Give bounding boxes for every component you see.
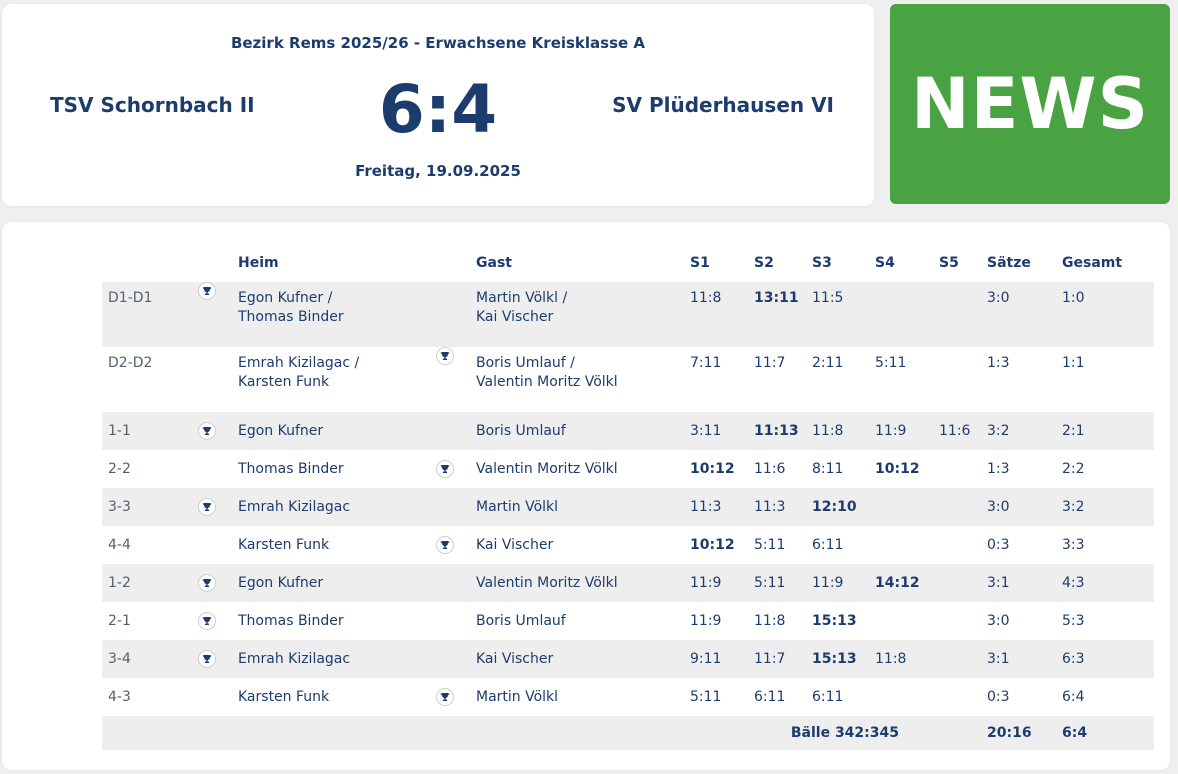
- set-s4-cell: [869, 602, 933, 640]
- table-row: [102, 602, 1154, 640]
- news-banner[interactable]: [890, 4, 1170, 204]
- set-s2-cell: 6:11: [754, 689, 786, 705]
- gesamt-cell: 6:3: [1056, 640, 1154, 678]
- away-player-name[interactable]: Valentin Moritz Völkl: [476, 461, 618, 477]
- away-player-cell: [470, 678, 684, 716]
- set-s3-cell: 11:8: [806, 412, 869, 450]
- home-player-name[interactable]: Karsten Funk: [238, 689, 330, 705]
- home-player-name[interactable]: Karsten Funk: [238, 537, 330, 553]
- set-s5-cell: 11:6: [933, 412, 981, 450]
- away-player-cell: [470, 450, 684, 488]
- home-player-cell: [232, 602, 420, 640]
- set-s2-cell: 11:8: [754, 613, 786, 629]
- home-player-name[interactable]: Egon Kufner: [238, 423, 324, 439]
- away-player-name[interactable]: Boris Umlauf: [476, 423, 566, 439]
- table-row: [102, 488, 1154, 526]
- table-header-row: [102, 244, 1154, 282]
- set-s4-cell: 11:8: [869, 640, 933, 678]
- set-s5-cell: [933, 526, 981, 564]
- totals-row: [102, 716, 1154, 750]
- saetze-cell: 3:0: [981, 488, 1056, 526]
- home-player-name[interactable]: Thomas Binder: [238, 309, 344, 325]
- set-s1-cell: 3:11: [684, 412, 748, 450]
- home-player-name[interactable]: Thomas Binder: [238, 613, 344, 629]
- away-player-cell: [470, 640, 684, 678]
- home-player-cell: [232, 450, 420, 488]
- set-s3-cell: 12:10: [806, 488, 869, 526]
- set-s1-cell: 10:12: [690, 461, 735, 477]
- trophy-icon: [198, 282, 216, 300]
- home-team-name[interactable]: TSV Schornbach II: [50, 93, 255, 117]
- away-player-name[interactable]: Valentin Moritz Völkl: [476, 374, 618, 390]
- table-row: [102, 282, 1154, 347]
- set-s4-cell: 5:11: [875, 355, 907, 371]
- set-s4-cell: [869, 488, 933, 526]
- set-s2-cell: 11:6: [754, 461, 786, 477]
- set-s4-cell: 14:12: [869, 564, 933, 602]
- away-winner-icon-cell: [420, 602, 470, 640]
- set-s1-cell: 10:12: [690, 537, 735, 553]
- discipline-cell: 1-1: [102, 412, 182, 450]
- home-player-name[interactable]: Thomas Binder: [238, 461, 344, 477]
- away-winner-icon-cell: [420, 347, 470, 412]
- trophy-icon: [198, 650, 216, 668]
- set-s5-cell: [933, 282, 981, 347]
- home-winner-icon-cell: [182, 450, 232, 488]
- home-player-name[interactable]: Emrah Kizilagac /: [238, 355, 360, 371]
- totals-saetze: 20:16: [981, 716, 1056, 750]
- away-winner-icon-cell: [420, 526, 470, 564]
- away-winner-icon-cell: [420, 488, 470, 526]
- set-s5-cell: [933, 678, 981, 716]
- set-s3-cell: 11:5: [806, 282, 869, 347]
- set-s3-cell: 2:11: [812, 355, 844, 371]
- home-player-name[interactable]: Karsten Funk: [238, 374, 330, 390]
- away-winner-icon-cell: [420, 412, 470, 450]
- table-row: [102, 347, 1154, 412]
- set-s3-cell: 15:13: [812, 613, 857, 629]
- away-player-name[interactable]: Kai Vischer: [476, 651, 554, 667]
- trophy-icon: [198, 574, 216, 592]
- gesamt-cell: 2:2: [1062, 461, 1085, 477]
- set-s2-cell: 11:7: [748, 640, 806, 678]
- discipline-cell: 2-2: [108, 461, 131, 477]
- discipline-cell: D1-D1: [102, 282, 182, 347]
- set-s3-cell: 6:11: [812, 689, 844, 705]
- away-winner-icon-cell: [420, 640, 470, 678]
- table-row: [102, 526, 1154, 564]
- set-s4-cell: [869, 526, 933, 564]
- home-winner-icon-cell: [182, 602, 232, 640]
- gesamt-cell: 4:3: [1056, 564, 1154, 602]
- header-away-icon: [420, 244, 470, 282]
- home-winner-icon-cell: [182, 678, 232, 716]
- header-s5: S5: [939, 255, 959, 271]
- results-table: [102, 244, 1154, 750]
- set-s2-cell: 5:11: [748, 564, 806, 602]
- set-s1-cell: 5:11: [690, 689, 722, 705]
- set-s3-cell: 11:9: [806, 564, 869, 602]
- away-player-name[interactable]: Martin Völkl: [476, 499, 559, 515]
- trophy-icon: [436, 460, 454, 478]
- set-s3-cell: 15:13: [806, 640, 869, 678]
- set-s1-cell: 7:11: [690, 355, 722, 371]
- discipline-cell: 4-4: [108, 537, 131, 553]
- set-s2-cell: 11:3: [748, 488, 806, 526]
- header-gast: Gast: [476, 255, 512, 271]
- gesamt-cell: 1:0: [1056, 282, 1154, 347]
- set-s5-cell: [933, 450, 981, 488]
- gesamt-cell: 3:2: [1056, 488, 1154, 526]
- trophy-icon: [198, 422, 216, 440]
- saetze-cell: 3:1: [981, 564, 1056, 602]
- set-s5-cell: [933, 564, 981, 602]
- saetze-cell: 3:1: [981, 640, 1056, 678]
- away-player-cell: [470, 526, 684, 564]
- away-winner-icon-cell: [420, 564, 470, 602]
- header-heim: Heim: [238, 255, 279, 271]
- away-team-name[interactable]: SV Plüderhausen VI: [612, 93, 834, 117]
- gesamt-cell: 1:1: [1062, 355, 1085, 371]
- set-s4-cell: 11:9: [869, 412, 933, 450]
- gesamt-cell: 3:3: [1062, 537, 1085, 553]
- saetze-cell: 1:3: [987, 355, 1010, 371]
- header-s2: S2: [754, 255, 774, 271]
- gesamt-cell: 5:3: [1062, 613, 1085, 629]
- table-row: [102, 450, 1154, 488]
- set-s5-cell: [933, 488, 981, 526]
- table-row: [102, 412, 1154, 450]
- saetze-cell: 0:3: [987, 689, 1010, 705]
- home-player-cell: [232, 564, 420, 602]
- totals-gesamt: 6:4: [1056, 716, 1154, 750]
- header-saetze: Sätze: [987, 255, 1031, 271]
- discipline-cell: 3-3: [102, 488, 182, 526]
- header-home-icon: [182, 244, 232, 282]
- trophy-icon: [436, 688, 454, 706]
- set-s3-cell: 6:11: [812, 537, 844, 553]
- table-row: [102, 564, 1154, 602]
- trophy-icon: [436, 347, 454, 365]
- away-player-name[interactable]: Boris Umlauf /: [476, 355, 575, 371]
- discipline-cell: 2-1: [108, 613, 131, 629]
- home-winner-icon-cell: [182, 412, 232, 450]
- header-discipline: [102, 244, 182, 282]
- set-s1-cell: 11:9: [690, 613, 722, 629]
- set-s1-cell: 9:11: [684, 640, 748, 678]
- saetze-cell: 3:0: [981, 282, 1056, 347]
- saetze-cell: 3:2: [981, 412, 1056, 450]
- set-s2-cell: 11:13: [748, 412, 806, 450]
- home-player-cell: [232, 640, 420, 678]
- header-s4: S4: [875, 255, 895, 271]
- totals-baelle: Bälle 342:345: [102, 716, 933, 750]
- match-header-card: [2, 4, 874, 206]
- discipline-cell: 4-3: [108, 689, 131, 705]
- home-winner-icon-cell: [182, 640, 232, 678]
- news-label: NEWS: [910, 63, 1150, 145]
- away-player-cell: [470, 282, 684, 347]
- match-date: Freitag, 19.09.2025: [355, 162, 521, 180]
- away-player-cell: [470, 602, 684, 640]
- home-player-cell: [232, 488, 420, 526]
- away-player-name[interactable]: Kai Vischer: [476, 537, 554, 553]
- away-winner-icon-cell: [420, 678, 470, 716]
- set-s5-cell: [933, 640, 981, 678]
- results-table-body: [102, 282, 1154, 716]
- home-player-cell: [232, 347, 420, 412]
- saetze-cell: 1:3: [987, 461, 1010, 477]
- away-winner-icon-cell: [420, 282, 470, 347]
- away-winner-icon-cell: [420, 450, 470, 488]
- set-s2-cell: 13:11: [748, 282, 806, 347]
- away-player-name[interactable]: Valentin Moritz Völkl: [476, 575, 618, 591]
- away-player-cell: [470, 488, 684, 526]
- header-s1: S1: [690, 255, 710, 271]
- away-player-cell: [470, 564, 684, 602]
- table-row: [102, 640, 1154, 678]
- set-s4-cell: [869, 282, 933, 347]
- trophy-icon: [198, 612, 216, 630]
- home-player-name[interactable]: Egon Kufner /: [238, 290, 333, 306]
- set-s4-cell: 10:12: [875, 461, 920, 477]
- set-s2-cell: 5:11: [754, 537, 786, 553]
- header-s3: S3: [812, 255, 832, 271]
- header-gesamt: Gesamt: [1062, 255, 1123, 271]
- discipline-cell: 1-2: [102, 564, 182, 602]
- set-s5-cell: [933, 602, 981, 640]
- trophy-icon: [198, 498, 216, 516]
- home-winner-icon-cell: [182, 564, 232, 602]
- set-s1-cell: 11:9: [684, 564, 748, 602]
- away-player-cell: [470, 347, 684, 412]
- set-s4-cell: [869, 678, 933, 716]
- set-s2-cell: 11:7: [754, 355, 786, 371]
- away-player-name[interactable]: Kai Vischer: [476, 309, 554, 325]
- set-s1-cell: 11:8: [684, 282, 748, 347]
- home-player-name[interactable]: Emrah Kizilagac: [238, 499, 351, 515]
- home-player-name[interactable]: Egon Kufner: [238, 575, 324, 591]
- home-player-cell: [232, 282, 420, 347]
- saetze-cell: 0:3: [987, 537, 1010, 553]
- home-winner-icon-cell: [182, 488, 232, 526]
- home-winner-icon-cell: [182, 526, 232, 564]
- set-s5-cell: [933, 347, 981, 412]
- home-player-cell: [232, 412, 420, 450]
- discipline-cell: D2-D2: [108, 355, 153, 371]
- away-player-cell: [470, 412, 684, 450]
- home-player-cell: [232, 526, 420, 564]
- home-winner-icon-cell: [182, 347, 232, 412]
- table-row: [102, 678, 1154, 716]
- home-player-name[interactable]: Emrah Kizilagac: [238, 651, 351, 667]
- discipline-cell: 3-4: [102, 640, 182, 678]
- away-player-name[interactable]: Martin Völkl: [476, 689, 559, 705]
- trophy-icon: [436, 536, 454, 554]
- totals-spacer: [933, 716, 981, 750]
- gesamt-cell: 2:1: [1056, 412, 1154, 450]
- league-title: Bezirk Rems 2025/26 - Erwachsene Kreisklasse A: [230, 34, 646, 52]
- results-table-card: [2, 222, 1170, 770]
- home-player-cell: [232, 678, 420, 716]
- gesamt-cell: 6:4: [1062, 689, 1085, 705]
- home-winner-icon-cell: [182, 282, 232, 347]
- away-player-name[interactable]: Martin Völkl /: [476, 290, 568, 306]
- match-score: 6:4: [378, 71, 498, 148]
- saetze-cell: 3:0: [987, 613, 1010, 629]
- set-s3-cell: 8:11: [812, 461, 844, 477]
- set-s1-cell: 11:3: [684, 488, 748, 526]
- away-player-name[interactable]: Boris Umlauf: [476, 613, 566, 629]
